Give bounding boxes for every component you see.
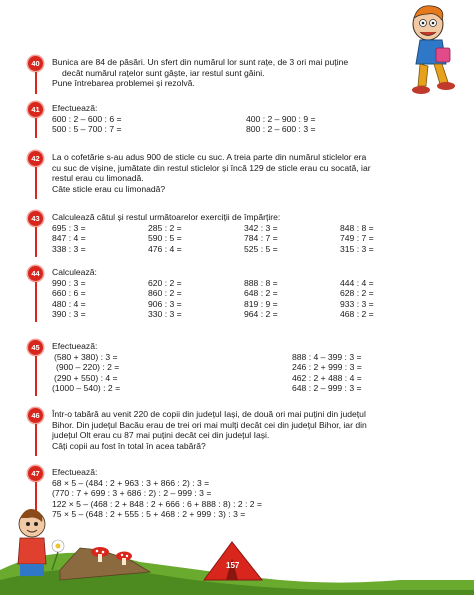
- calc-item: (1000 – 540) : 2 =: [52, 383, 121, 393]
- calc-item: 525 : 5 =: [244, 243, 278, 254]
- calc-item: 444 : 4 =: [340, 277, 374, 288]
- exercise-number-badge: 41: [28, 102, 43, 117]
- exercise-title: Calculează câtul și restul următoarelor exerciții de împărțire:: [52, 212, 281, 222]
- calc-item: 462 : 2 + 488 : 4 =: [292, 372, 362, 383]
- exercise-42: [31, 152, 432, 194]
- exercise-title: Efectuează:: [52, 103, 98, 113]
- problem-text: Câți copii au fost în total în acea tabără?: [52, 440, 206, 451]
- calc-item: 933 : 3 =: [340, 298, 374, 309]
- calc-item: 888 : 8 =: [244, 277, 278, 288]
- calc-item: 648 : 2 – 999 : 3 =: [292, 383, 362, 393]
- exercise-number-badge: 45: [28, 340, 43, 355]
- page-number: 157: [226, 561, 240, 570]
- exercise-46: [31, 409, 432, 451]
- calc-item: 390 : 3 =: [52, 309, 86, 319]
- problem-text: Bunica are 84 de păsări. Un sfert din numărul lor sunt rațe, de 3 ori mai puține: [52, 57, 349, 67]
- exercise-40: [31, 57, 432, 89]
- exercise-title: Efectuează:: [52, 467, 98, 477]
- exercise-number-badge: 40: [28, 56, 43, 71]
- calc-item: 660 : 6 =: [52, 288, 86, 298]
- calc-grid: [52, 352, 432, 394]
- calc-item: 800 : 2 – 600 : 3 =: [246, 124, 316, 134]
- problem-text: Câte sticle erau cu limonadă?: [52, 183, 166, 194]
- calc-item: 628 : 2 =: [340, 288, 374, 298]
- calc-item: 500 : 5 – 700 : 7 =: [52, 124, 122, 134]
- calc-item: 906 : 3 =: [148, 298, 182, 309]
- calc-item: (770 : 7 + 699 : 3 + 686 : 2) : 2 – 999 : 3 =: [52, 488, 212, 498]
- calc-item: 600 : 2 – 600 : 6 =: [52, 113, 122, 124]
- calc-item: 848 : 8 =: [340, 222, 374, 233]
- problem-text: restul erau cu limonadă.: [52, 173, 144, 183]
- problem-text: decât numărul rațelor sunt gâște, iar restul sunt găini.: [62, 67, 265, 78]
- calc-item: (580 + 380) : 3 =: [54, 351, 118, 362]
- calc-item: 480 : 4 =: [52, 298, 86, 309]
- calc-item: 68 × 5 – (484 : 2 + 963 : 3 + 866 : 2) : 3 =: [52, 477, 210, 488]
- problem-text: județul Olt erau cu 87 mai puțini decât cei din județul Iași.: [52, 430, 270, 440]
- calc-item: (900 – 220) : 2 =: [56, 362, 120, 372]
- calc-item: 285 : 2 =: [148, 222, 182, 233]
- calc-item: 819 : 9 =: [244, 298, 278, 309]
- bottom-scene-illustration: [0, 500, 474, 595]
- calc-item: 342 : 3 =: [244, 222, 278, 233]
- calc-item: 468 : 2 =: [340, 309, 374, 319]
- calc-item: 784 : 7 =: [244, 233, 278, 243]
- calc-item: 400 : 2 – 900 : 9 =: [246, 113, 316, 124]
- calc-item: 749 : 7 =: [340, 233, 374, 243]
- calc-item: 990 : 3 =: [52, 277, 86, 288]
- calc-grid: [52, 114, 432, 135]
- exercise-number-badge: 42: [28, 151, 43, 166]
- exercise-number-badge: 44: [28, 266, 43, 281]
- calc-item: 620 : 2 =: [148, 277, 182, 288]
- calc-item: 964 : 2 =: [244, 309, 278, 319]
- problem-text: La o cofetărie s-au adus 900 de sticle cu suc. A treia parte din numărul sticlelor era: [52, 152, 367, 162]
- exercise-43: [31, 212, 432, 254]
- calc-item: 695 : 3 =: [52, 222, 86, 233]
- calc-item: 122 × 5 – (468 : 2 + 848 : 2 + 666 : 6 + 888 : 8) : 2 : 2 =: [52, 498, 262, 509]
- exercise-45: [31, 341, 432, 394]
- calc-grid: [52, 278, 432, 320]
- calc-item: 476 : 4 =: [148, 243, 182, 254]
- calc-item: 847 : 4 =: [52, 233, 86, 243]
- exercise-number-badge: 46: [28, 408, 43, 423]
- calc-item: (290 + 550) : 4 =: [54, 372, 118, 383]
- calc-item: 75 × 5 – (648 : 2 + 555 : 5 + 468 : 2 + 999 : 3) : 3 =: [52, 509, 246, 519]
- problem-text: Într-o tabără au venit 220 de copii din județul Iași, de două ori mai puțini din județul: [52, 409, 366, 419]
- exercise-title: Calculează:: [52, 267, 97, 277]
- exercise-41: [31, 103, 432, 135]
- exercise-44: [31, 267, 432, 320]
- calc-item: 888 : 4 – 399 : 3 =: [292, 351, 362, 362]
- exercise-title: Efectuează:: [52, 341, 98, 351]
- problem-text: cu suc de vișine, jumătate din restul sticlelor și încă 129 de sticle erau cu socată, iar: [52, 162, 371, 173]
- calc-item: 860 : 2 =: [148, 288, 182, 298]
- exercise-number-badge: 43: [28, 211, 43, 226]
- calc-item: 246 : 2 + 999 : 3 =: [292, 362, 362, 372]
- calc-item: 330 : 3 =: [148, 309, 182, 319]
- problem-text: Pune întrebarea problemei și rezolvă.: [52, 78, 195, 88]
- calc-item: 315 : 3 =: [340, 243, 374, 254]
- calc-item: 648 : 2 =: [244, 288, 278, 298]
- calc-item: 338 : 3 =: [52, 243, 86, 254]
- problem-text: Bihor. Din județul Bacău erau de trei ori mai mulți decât cei din județul Bihor, iar din: [52, 419, 367, 430]
- calc-item: 590 : 5 =: [148, 233, 182, 243]
- calc-grid: [52, 223, 432, 255]
- exercise-number-badge: 47: [28, 466, 43, 481]
